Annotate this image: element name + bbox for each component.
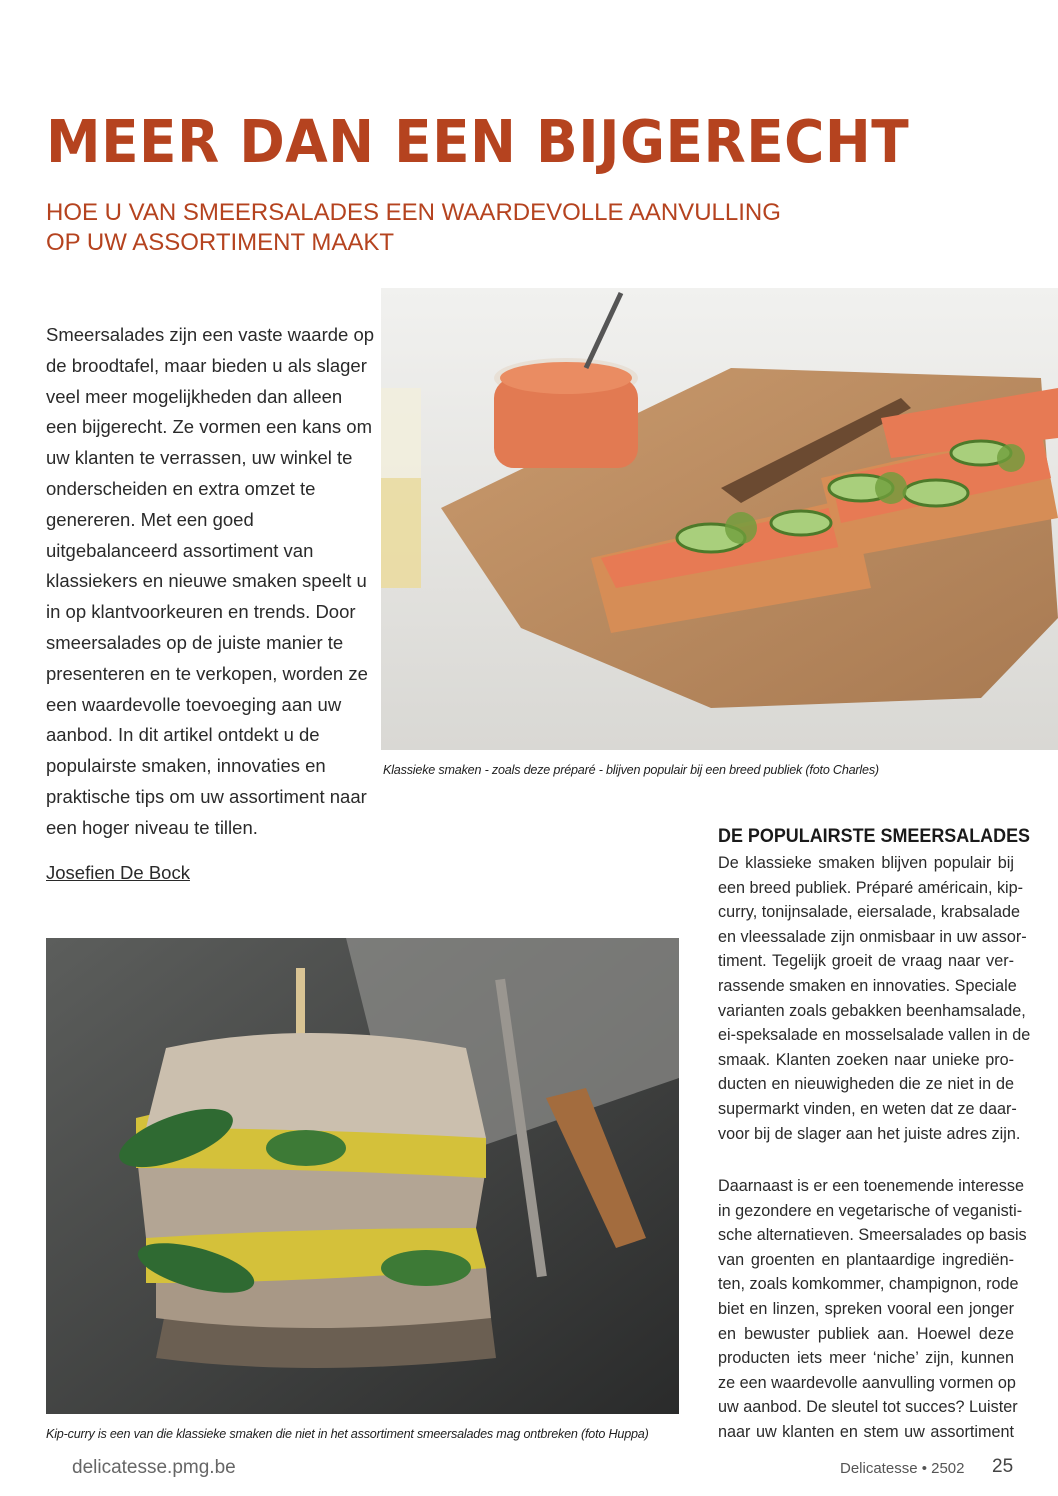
photo-kipcurry-sandwich bbox=[46, 938, 679, 1414]
intro-paragraph bbox=[46, 320, 375, 844]
intro-line: een hoger niveau te tillen. bbox=[46, 816, 258, 838]
intro-line: onderscheiden en extra omzet te bbox=[46, 477, 316, 499]
section-paragraph-1 bbox=[718, 851, 1031, 1146]
intro-line: uitgebalanceerd assortiment van bbox=[46, 539, 314, 561]
body-line: curry, tonijnsalade, eiersalade, krabsalade bbox=[718, 903, 1021, 922]
intro-line: veel meer mogelijkheden dan alleen bbox=[46, 385, 343, 407]
body-line: De klassieke smaken blijven populair bij bbox=[718, 854, 1014, 872]
page-number: 25 bbox=[992, 1456, 1014, 1477]
author-byline[interactable]: Josefien De Bock bbox=[46, 862, 190, 883]
body-line: timent. Tegelijk groeit de vraag naar ver- bbox=[718, 952, 1014, 971]
body-line: ei-speksalade en mosselsalade vallen in de bbox=[718, 1026, 1031, 1045]
body-line: ducten en nieuwigheden die ze niet in de bbox=[718, 1075, 1014, 1094]
subtitle-line: HOE U VAN SMEERSALADES EEN WAARDEVOLLE AANVULLING bbox=[46, 199, 781, 226]
intro-line: aanbod. In dit artikel ontdekt u de bbox=[46, 724, 320, 746]
body-line: uw aanbod. De sleutel tot succes? Luister bbox=[718, 1398, 1018, 1417]
intro-line: een bijgerecht. Ze vormen een kans om bbox=[46, 416, 372, 438]
footer-website-link[interactable]: delicatesse.pmg.be bbox=[72, 1457, 236, 1478]
photo-prepare-toast bbox=[381, 288, 1058, 750]
intro-line: smeersalades op de juiste manier te bbox=[46, 631, 344, 653]
body-line: varianten zoals gebakken beenhamsalade, bbox=[718, 1001, 1026, 1020]
intro-line: Smeersalades zijn een vaste waarde op bbox=[46, 324, 375, 345]
body-line: en vleessalade zijn onmisbaar in uw assor- bbox=[718, 927, 1027, 946]
body-line: ze een waardevolle aanvulling vormen op bbox=[718, 1373, 1016, 1392]
section-heading: DE POPULAIRSTE SMEERSALADES bbox=[718, 825, 1031, 847]
intro-line: praktische tips om uw assortiment naar bbox=[46, 785, 367, 807]
footer-magazine-issue: Delicatesse • 2502 bbox=[840, 1460, 965, 1477]
body-line: rassende smaken en innovaties. Speciale bbox=[718, 976, 1017, 995]
body-line: supermarkt vinden, en weten dat ze daar- bbox=[718, 1099, 1017, 1118]
body-line: naar uw klanten en stem uw assortiment bbox=[718, 1422, 1014, 1441]
body-line: producten iets meer ‘niche’ zijn, kunnen bbox=[718, 1349, 1014, 1368]
article-subtitle bbox=[46, 198, 806, 258]
section-paragraph-2 bbox=[718, 1174, 1027, 1445]
body-line: een breed publiek. Préparé américain, kip- bbox=[718, 878, 1024, 897]
intro-line: klassiekers en nieuwe smaken speelt u bbox=[46, 570, 367, 592]
photo-caption-top: Klassieke smaken - zoals deze préparé - blijven populair bij een breed publiek (foto Charles) bbox=[383, 763, 879, 777]
body-line: van groenten en plantaardige ingrediën- bbox=[718, 1250, 1014, 1269]
body-line: en bewuster publiek aan. Hoewel deze bbox=[718, 1324, 1014, 1343]
body-line: sche alternatieven. Smeersalades op basis bbox=[718, 1226, 1027, 1245]
intro-line: een waardevolle toevoeging aan uw bbox=[46, 693, 342, 715]
intro-line: de broodtafel, maar bieden u als slager bbox=[46, 354, 367, 376]
intro-line: uw klanten te verrassen, uw winkel te bbox=[46, 447, 353, 469]
intro-line: presenteren en te verkopen, worden ze bbox=[46, 662, 368, 684]
body-line: ten, zoals komkommer, champignon, rode bbox=[718, 1275, 1019, 1294]
body-line: smaak. Klanten zoeken naar unieke pro- bbox=[718, 1050, 1014, 1069]
body-line: Daarnaast is er een toenemende interesse bbox=[718, 1177, 1024, 1195]
body-line: biet en linzen, spreken vooral een jonger bbox=[718, 1299, 1014, 1318]
intro-line: in op klantvoorkeuren en trends. Door bbox=[46, 601, 356, 623]
intro-line: genereren. Met een goed bbox=[46, 508, 254, 530]
body-line: voor bij de slager aan het juiste adres zijn. bbox=[718, 1124, 1021, 1143]
intro-line: populairste smaken, innovaties en bbox=[46, 755, 326, 777]
photo-caption-bottom: Kip-curry is een van die klassieke smaken die niet in het assortiment smeersalades mag ontbreken (foto Huppa) bbox=[46, 1427, 649, 1441]
subtitle-line: OP UW ASSORTIMENT MAAKT bbox=[46, 229, 395, 256]
article-title: MEER DAN EEN BIJGERECHT bbox=[46, 107, 910, 176]
body-line: in gezondere en vegetarische of veganisti- bbox=[718, 1201, 1023, 1220]
